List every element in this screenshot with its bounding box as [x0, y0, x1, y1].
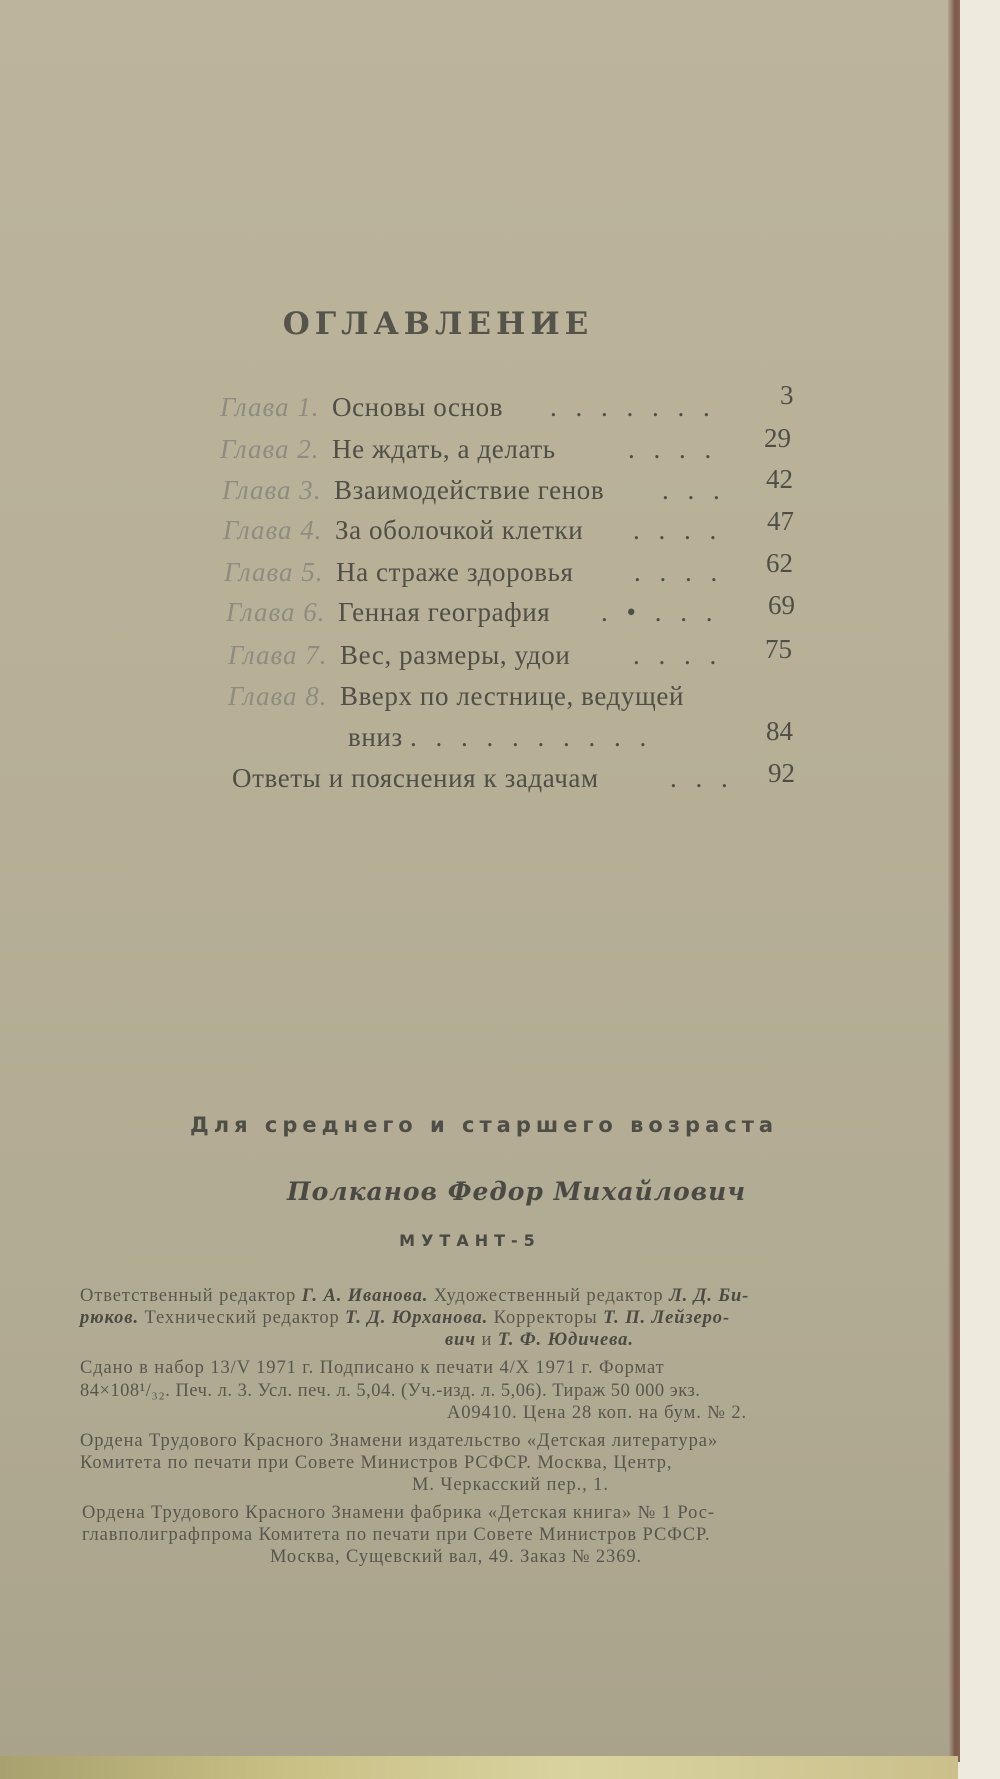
toc-row-chapter-8: [228, 681, 684, 712]
chapter-title: Вверх по лестнице, ведущей: [340, 681, 685, 711]
editors-text: Ответственный редактор: [80, 1286, 302, 1306]
factory-line-2: главполиграфпрома Комитета по печати при Совете Министров РСФСР.: [82, 1525, 711, 1545]
editor-name: Г. А. Иванова.: [301, 1286, 429, 1306]
dot-leader: . . . . . . .: [550, 392, 716, 422]
print-line-2: 84×108¹/₃₂. Печ. л. 3. Усл. печ. л. 5,04. (Уч.-изд. л. 5,06). Тираж 50 000 экз.: [80, 1381, 701, 1401]
editor-name: Л. Д. Би-: [669, 1286, 750, 1306]
toc-row-chapter-4: [223, 506, 794, 546]
toc-row-chapter-1: [220, 380, 794, 423]
chapter-title: Основы основ: [332, 392, 504, 422]
dot-leader: . . . .: [633, 515, 723, 545]
chapter-title: Взаимодействие генов: [334, 475, 605, 505]
editors-line-2: [80, 1308, 730, 1329]
toc-row-chapter-3: [222, 464, 793, 506]
toc-row-answers: [232, 758, 795, 794]
editor-name: Т. Ф. Юдичева.: [497, 1330, 634, 1350]
book-title: МУТАНТ-5: [399, 1231, 541, 1250]
dot-leader: . . .: [670, 763, 734, 793]
chapter-title-continued: вниз: [348, 722, 403, 752]
dot-leader: . . . .: [633, 640, 723, 670]
editors-text: Корректоры: [488, 1308, 604, 1328]
chapter-title: Не ждать, а делать: [332, 434, 556, 464]
chapter-title: За оболочкой клетки: [335, 515, 584, 545]
page-number: 29: [764, 423, 791, 453]
factory-line-1: Ордена Трудового Красного Знамени фабрика «Детская книга» № 1 Рос-: [82, 1503, 715, 1523]
chapter-prefix: Глава 2.: [220, 434, 320, 464]
chapter-prefix: Глава 7.: [228, 640, 328, 670]
dot-leader: . • . . .: [601, 597, 719, 627]
editor-name: вич: [445, 1330, 476, 1350]
toc-row-chapter-7: [228, 634, 792, 671]
chapter-prefix: Глава 4.: [223, 515, 323, 545]
toc-row-chapter-2: [220, 423, 791, 465]
editor-name: рюков.: [80, 1308, 139, 1328]
editors-text: Технический редактор: [138, 1308, 346, 1328]
chapter-prefix: Глава 6.: [226, 597, 326, 627]
publisher-line-1: Ордена Трудового Красного Знамени издательство «Детская литература»: [80, 1431, 718, 1451]
editors-line-1: [80, 1286, 749, 1307]
toc-row-chapter-5: [224, 548, 793, 588]
chapter-prefix: Глава 1.: [220, 392, 320, 422]
dot-leader: . . . . . . . . . .: [410, 722, 653, 752]
page-number: 47: [767, 506, 794, 536]
toc-row-chapter-8-continued: [348, 716, 793, 753]
editors-line-3: [445, 1330, 634, 1351]
chapter-title: Вес, размеры, удои: [340, 640, 571, 670]
author-name: Полканов Федор Михайлович: [287, 1177, 747, 1206]
page-edge-right: [948, 0, 960, 1762]
page-number: 42: [766, 464, 793, 494]
editors-text: и: [475, 1330, 498, 1350]
page-number: 92: [768, 758, 795, 788]
audience-line: Для среднего и старшего возраста: [190, 1113, 779, 1137]
factory-line-3: Москва, Сущевский вал, 49. Заказ № 2369.: [270, 1547, 643, 1567]
page-number: 75: [765, 634, 792, 664]
answers-title: Ответы и пояснения к задачам: [232, 763, 599, 793]
editors-text: Художественный редактор: [428, 1286, 670, 1306]
chapter-title: На страже здоровья: [336, 557, 574, 587]
page-number: 84: [766, 716, 793, 746]
toc-heading: ОГЛАВЛЕНИЕ: [282, 306, 594, 342]
page-number: 62: [766, 548, 793, 578]
page-number: 69: [768, 590, 795, 620]
publisher-line-3: М. Черкасский пер., 1.: [412, 1475, 609, 1495]
print-line-1: Сдано в набор 13/V 1971 г. Подписано к печати 4/Х 1971 г. Формат: [80, 1358, 665, 1378]
page-number: 3: [780, 380, 794, 410]
chapter-title: Генная география: [338, 597, 551, 627]
dot-leader: . . . .: [628, 434, 718, 464]
toc-row-chapter-6: [226, 590, 795, 628]
chapter-prefix: Глава 8.: [228, 681, 328, 711]
dot-leader: . . .: [662, 475, 726, 505]
dot-leader: . . . .: [634, 557, 724, 587]
page-edge-bottom: [0, 1756, 958, 1779]
editor-name: Т. Д. Юрханова.: [345, 1308, 489, 1328]
chapter-prefix: Глава 3.: [222, 475, 322, 505]
print-line-3: А09410. Цена 28 коп. на бум. № 2.: [447, 1403, 748, 1423]
editor-name: Т. П. Лейзеро-: [603, 1308, 731, 1328]
chapter-prefix: Глава 5.: [224, 557, 324, 587]
publisher-line-2: Комитета по печати при Совете Министров РСФСР. Москва, Центр,: [80, 1453, 673, 1473]
